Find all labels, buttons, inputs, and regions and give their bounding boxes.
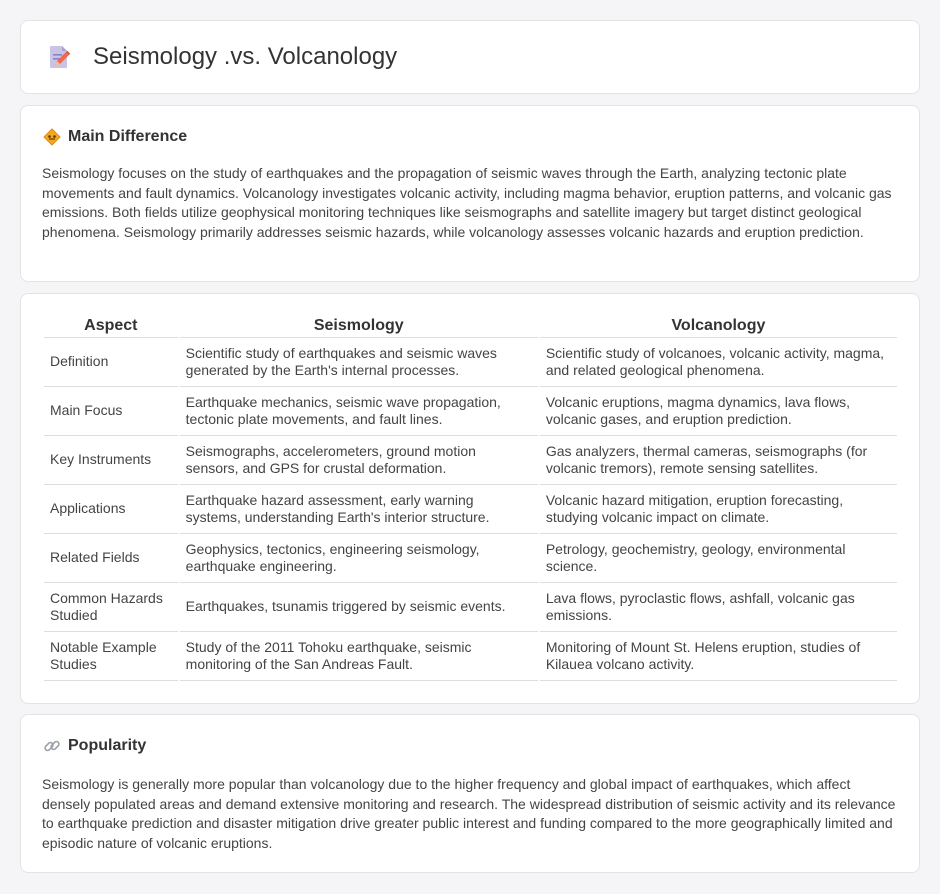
- volcanology-cell: Petrology, geochemistry, geology, environmental science.: [540, 534, 897, 583]
- main-difference-heading: [43, 128, 187, 146]
- aspect-cell: Common Hazards Studied: [44, 583, 178, 632]
- main-difference-card: [20, 105, 920, 282]
- table-row: [44, 338, 897, 387]
- aspect-cell: Applications: [44, 485, 178, 534]
- table-row: [44, 485, 897, 534]
- volcanology-cell: Scientific study of volcanoes, volcanic activity, magma, and related geological phenomena.: [540, 338, 897, 387]
- volcanology-cell: Gas analyzers, thermal cameras, seismographs (for volcanic tremors), remote sensing satellites.: [540, 436, 897, 485]
- comparison-card: [20, 293, 920, 704]
- popularity-title: Popularity: [68, 737, 147, 754]
- popularity-card: [20, 714, 920, 873]
- seismology-cell: Earthquake hazard assessment, early warning systems, understanding Earth's interior structure.: [180, 485, 538, 534]
- diamond-sign-icon: [43, 128, 61, 146]
- aspect-cell: Notable Example Studies: [44, 632, 178, 681]
- aspect-cell: Key Instruments: [44, 436, 178, 485]
- table-row: [44, 436, 897, 485]
- header-aspect: Aspect: [44, 314, 178, 338]
- comparison-table: [42, 314, 899, 681]
- seismology-cell: Scientific study of earthquakes and seismic waves generated by the Earth's internal processes.: [180, 338, 538, 387]
- seismology-cell: Earthquake mechanics, seismic wave propagation, tectonic plate movements, and fault lines.: [180, 387, 538, 436]
- aspect-cell: Definition: [44, 338, 178, 387]
- header-volcanology: Volcanology: [540, 314, 897, 338]
- aspect-cell: Related Fields: [44, 534, 178, 583]
- table-header-row: [44, 314, 897, 338]
- volcanology-cell: Volcanic eruptions, magma dynamics, lava flows, volcanic gases, and eruption prediction.: [540, 387, 897, 436]
- seismology-cell: Study of the 2011 Tohoku earthquake, seismic monitoring of the San Andreas Fault.: [180, 632, 538, 681]
- seismology-cell: Seismographs, accelerometers, ground motion sensors, and GPS for crustal deformation.: [180, 436, 538, 485]
- table-row: [44, 583, 897, 632]
- popularity-text: Seismology is generally more popular than volcanology due to the higher frequency and global impact of earthquakes, which affect densely populated areas and demand extensive monitoring and research. The widespread distribution of seismic activity and its relevance to earthquake prediction and disaster mitigation drive greater public interest and funding compared to the more geographically limited and episodic nature of volcanic eruptions.: [42, 776, 896, 851]
- volcanology-cell: Monitoring of Mount St. Helens eruption, studies of Kilauea volcano activity.: [540, 632, 897, 681]
- header-card: [20, 20, 920, 94]
- aspect-cell: Main Focus: [44, 387, 178, 436]
- main-difference-text: Seismology focuses on the study of earthquakes and the propagation of seismic waves through the Earth, analyzing tectonic plate movements and fault dynamics. Volcanology investigates volcanic activity, including magma behavior, eruption patterns, and volcanic gas emissions. Both fields utilize geophysical monitoring techniques like seismographs and satellite imagery but target distinct geological phenomena. Seismology primarily addresses seismic hazards, while volcanology assesses volcanic hazards and eruption prediction.: [42, 165, 892, 240]
- volcanology-cell: Volcanic hazard mitigation, eruption forecasting, studying volcanic impact on climate.: [540, 485, 897, 534]
- main-difference-title: Main Difference: [68, 128, 188, 145]
- header-seismology: Seismology: [180, 314, 538, 338]
- popularity-heading: [43, 737, 146, 755]
- page-title: Seismology .vs. Volcanology: [93, 43, 398, 70]
- link-icon: [43, 737, 61, 755]
- seismology-cell: Earthquakes, tsunamis triggered by seismic events.: [180, 583, 538, 632]
- document-pencil-icon: [46, 44, 72, 70]
- table-row: [44, 534, 897, 583]
- table-row: [44, 632, 897, 681]
- volcanology-cell: Lava flows, pyroclastic flows, ashfall, volcanic gas emissions.: [540, 583, 897, 632]
- table-row: [44, 387, 897, 436]
- seismology-cell: Geophysics, tectonics, engineering seismology, earthquake engineering.: [180, 534, 538, 583]
